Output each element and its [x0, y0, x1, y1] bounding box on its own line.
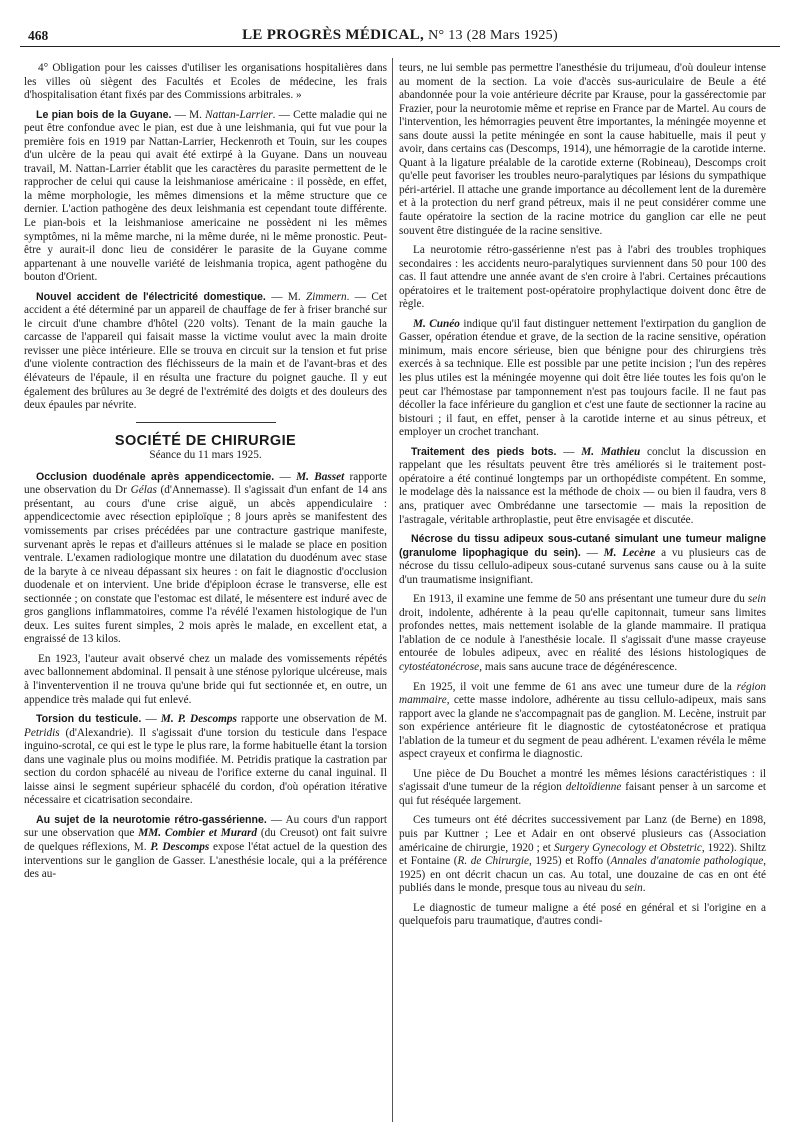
journal-name: LE PROGRÈS MÉDICAL,: [242, 27, 425, 43]
paragraph: Une pièce de Du Bouchet a montré les mêmes lésions caractéristiques : il s'agissait d'une tumeur de la région deltoïdienne faisant penser à un sarcome et qui fut réséquée largement.: [399, 767, 766, 807]
article-title: Au sujet de la neurotomie rétro-gassérienne.: [36, 813, 267, 826]
society-title: SOCIÉTÉ DE CHIRURGIE: [114, 432, 297, 449]
column-divider: [392, 58, 393, 1122]
article-neurotomie: Au sujet de la neurotomie rétro-gassérienne. — Au cours d'un rapport sur une observation que MM. Combier et Murard (du Creusot) ont fait suivre de quelques réflexions, M. P. Descomps expose l'état actuel de la question des interventions sur le ganglion de Gasser. L'anesthésie locale, qui a la préférence des au-: [24, 813, 387, 881]
paragraph: Le diagnostic de tumeur maligne a été posé en général et si l'origine en a quelquefois paru traumatique, d'autres condi-: [399, 901, 766, 928]
paragraph: En 1925, il voit une femme de 61 ans avec une tumeur dure de la région mammaire, cette masse indolore, adhérente au tissu cellulo-adipeux, mais sans rapport avec la glande ne s'accompagnait pas de ganglion. M. Lecène, instruit par son expérience antérieure fit le diagnostic de cytostéatonécrose et pratiqua l'ablation de la tumeur et du segment de peau adhérent. L'examen révéla le même aspect crayeux et confirma le diagnostic.: [399, 680, 766, 761]
author-name: Zimmern: [305, 290, 347, 303]
session-date: Séance du 11 mars 1925.: [149, 449, 262, 462]
author-name: Gélas: [130, 484, 157, 497]
author-name: M. P. Descomps: [160, 713, 237, 726]
article-title: Traitement des pieds bots.: [411, 445, 557, 458]
issue-info: N° 13 (28 Mars 1925): [428, 28, 558, 43]
paragraph: En 1923, l'auteur avait observé chez un malade des vomissements répétés avec ballonnement abdominal. Il pensait à une sténose pylorique ulcéreuse, mais à l'inventervention il ne trouva qu'une bride qui fut sectionnée et, en outre, un appendice très malade qui fut enlevé.: [24, 652, 387, 706]
author-name: M. Basset: [296, 470, 345, 483]
section-rule: [136, 422, 276, 423]
article-pian-bois: Le pian bois de la Guyane. — M. Nattan-Larrier. — Cette maladie qui ne peut être confondue avec le pian, est due à une leishmania, qui fut vue pour la première fois en 1919 par Nattan-Larrier, Heckenroth et Touin, sur les coupes d'un ulcère de la peau qui avait été extirpé à la Guyane. Dans un nouveau travail, M. Nattan-Larrier établit que les caractères du parasite permettent de le rapprocher de celui qui cause la leishmaniose américaine : il possède, en effet, la même morphologie, les mêmes dimensions et la même structure que ce dernier. L'action pathogène des deux leishmania est cependant toute différente. Le pian-bois et la leishmaniose americaine ne possèdent ni les mêmes symptômes, ni la même marche, ni la même durée, ni le même pronostic. Peut-être y aurait-il donc lieu de considérer le parasite de la Guyane comme appartenant à une nouvelle variété de leishmania tropica, agent pathogène du bouton d'Orient.: [24, 108, 387, 284]
article-title: Torsion du testicule.: [36, 713, 142, 726]
article-title: Occlusion duodénale après appendicectomie.: [36, 470, 275, 483]
running-title: [20, 27, 780, 44]
author-name: MM. Combier et Murard: [138, 827, 258, 840]
page-number: 468: [28, 28, 49, 43]
article-title: Nécrose du tissu adipeux sous-cutané simulant une tumeur maligne (granulome lipophagique du sein).: [399, 533, 766, 559]
article-torsion: Torsion du testicule. — M. P. Descomps rapporte une observation de M. Petridis (d'Alexandrie). Il s'agissait d'une torsion du testicule dans l'espace inguino-scrotal, ce qui est le type le plus rare, la forme habituelle étant la torsion dans une vaginale plus ou moins modifiée. M. Petridis pratique la castration par section du cordon sphacélé au niveau de l'orifice externe du canal inguinal. Il laisse ainsi le segment supérieur sphacélé du cordon, d'où opération itérative nécessaire et cicatrisation secondaire.: [24, 713, 387, 807]
author-name: M. Cunéo: [413, 317, 460, 330]
article-pieds-bots: Traitement des pieds bots. — M. Mathieu conclut la discussion en rappelant que les résultats peuvent être très améliorés si le traitement post-opératoire a été continué longtemps par un orthopédiste compétent. En somme, le modelage dès la naissance est la méthode de choix — ou bien il faudra, vers 8 ans, pratiquer avec Ombrédanne une tarsectomie — mais la reposition de l'astragale, véritable arthroplastie, peut être envisagée et discutée.: [399, 445, 766, 526]
author-name: M. Lecène: [603, 546, 656, 559]
paragraph: Ces tumeurs ont été décrites successivement par Lanz (de Berne) en 1898, puis par Kuttner ; Lee et Adair en ont observé plusieurs cas (Association américaine de chirurgie, 1920 ; et Surgery Gynecology et Obstetric, 1922). Shiltz et Fontaine (R. de Chirurgie, 1925) et Roffo (Annales d'anatomie pathologique, 1925) en ont décrit chacun un cas. Au total, une douzaine de cas en ont été publiés dans le monde, presque tous au niveau du sein.: [399, 814, 766, 895]
author-name: M. Mathieu: [581, 445, 641, 458]
article-title: Le pian bois de la Guyane.: [36, 108, 172, 121]
paragraph: teurs, ne lui semble pas permettre l'anesthésie du trijumeau, d'où douleur intense au moment de la section. La voie d'accès sus-auriculaire de Beule a été abandonnée pour la voie antérieure décrite par Krause, pour la gassérectomie par Frazier, pour la neurotomie même et reprise en France par de Martel. Au cours de l'intervention, les hémorragies peuvent être importantes, la méningée moyenne et sans doute aussi la petite méningée en sont la cause habituelle, mais il peut y avoir, dans certains cas (Descomps, 1914), une hémorragie de la carotide interne. Quant à la ligature préalable de la carotide externe (Robineau), Descomps croit qu'elle peut favoriser les troubles neuro-paralytiques par lésions du sympathique péri-artériel. Il attache une grande importance au décollement lent de la duremère et à la protection du nerf grand pétreux, mais il ne peut considérer comme une faute opératoire la section de la racine motrice du ganglion car elle ne peut souvent être distinguée de la racine sensitive.: [399, 62, 766, 237]
paragraph: 4° Obligation pour les caisses d'utiliser les organisations hospitalières dans les villes où siègent des Facultés et Ecoles de médecine, les frais d'hospitalisation étant fixés par des Commissions arbitrales. »: [24, 62, 387, 102]
right-column: [399, 62, 766, 1122]
left-column: [24, 62, 387, 1122]
paragraph: M. Cunéo indique qu'il faut distinguer nettement l'extirpation du ganglion de Gasser, opération étendue et grave, de la section de la racine sensitive, opération minimum, mais encore sérieuse, bien que bénigne pour des chirurgiens très exercés à sa technique. Elle est possible par une petite incision ; l'un des repères les plus utiles est la méningée moyenne qui doit être liée toutes les fois qu'on le peut car l'hémostase par tamponnement n'est pas toujours facile. Il ne faut pas décoller la face inférieure du ganglion et c'est une faute de sectionner la racine au bistouri ; il faut, en effet, penser à la carotide interne et au sinus pétreux, et employer un crochet tranchant.: [399, 317, 766, 439]
paragraph: En 1913, il examine une femme de 50 ans présentant une tumeur dure du sein droit, indolente, adhérente à la peau qu'elle capitonnait, tumeur sans limites profondes nettes, mais nettement isolable de la glande mammaire. Il pratiqua l'ablation de ce nodule à l'anesthésie locale. Il s'agissait d'une masse crayeuse entourée de lobules adipeux, avec en réalité des lésions histologiques de cytostéatonécrose, mais sans aucune trace de dégénérescence.: [399, 593, 766, 673]
author-name: Nattan-Larrier: [205, 108, 273, 121]
article-necrose: Nécrose du tissu adipeux sous-cutané simulant une tumeur maligne (granulome lipophagique du sein). — M. Lecène a vu plusieurs cas de nécrose du tissu cellulo-adipeux sous-cutané survenus sans cause ou à la suite d'un traumatisme insignifiant.: [399, 533, 766, 586]
page-header: [20, 26, 780, 47]
paragraph: La neurotomie rétro-gassérienne n'est pas à l'abri des troubles trophiques secondaires : les accidents neuro-paralytiques surviennent dans 50 pour 100 des cas. Il faut attendre une année avant de s'en croire à l'abri. Certaines précautions opératoires et le traitement post-opératoire prophylactique doivent donc être de règle.: [399, 244, 766, 311]
article-electricite: Nouvel accident de l'électricité domestique. — M. Zimmern. — Cet accident a été déterminé par un appareil de chauffage de fer à friser branché sur le circuit d'une chambre d'hôtel (220 volts). Tenant de la main gauche la carcasse de l'appareil qui faisait masse la victime voulut avec la main droite revisser une pièce intérieure. Elle se trouva en circuit sur la tension et fut prise d'une violente contraction des fléchisseurs de la main et de l'avant-bras et des élévateurs de l'épaule, il en résulta une fracture du poignet gauche. Il y eut également des brûlures au 3e degré de l'extrémité des doigts et des douleurs des deux épaules par névrite.: [24, 290, 387, 412]
article-occlusion: Occlusion duodénale après appendicectomie. — M. Basset rapporte une observation du Dr Gélas (d'Annemasse). Il s'agissait d'un enfant de 14 ans présentant, au cours d'une crise aiguë, un abcès appendiculaire : appendicectomie avec résection epiploïque ; 8 jours après se manifestent des vomissements par crises précédées par une contracture gastrique manifeste, survenant après le repas et d'ailleurs atténues si le malade se place en position ventrale. L'examen radiologique montre une dilatation du duodénum avec stase de la baryte à ce niveau dépassant six heures : on fait le diagnostic d'occlusion duodenale et on intervient. Une bride d'épiploon écrase le transverse, elle est sectionnée ; on constate que l'estomac est dilaté, le mésentere est induré avec de gros ganglions inflammatoires, comme l'a révélé l'examen histologique de l'un deux. Les suites furent simples, 2 mois après le malade, en excellent etat, a engraissé de 13 kilos.: [24, 470, 387, 646]
article-title: Nouvel accident de l'électricité domestique.: [36, 290, 266, 303]
author-name: P. Descomps: [150, 840, 210, 853]
author-name: Petridis: [24, 726, 60, 739]
